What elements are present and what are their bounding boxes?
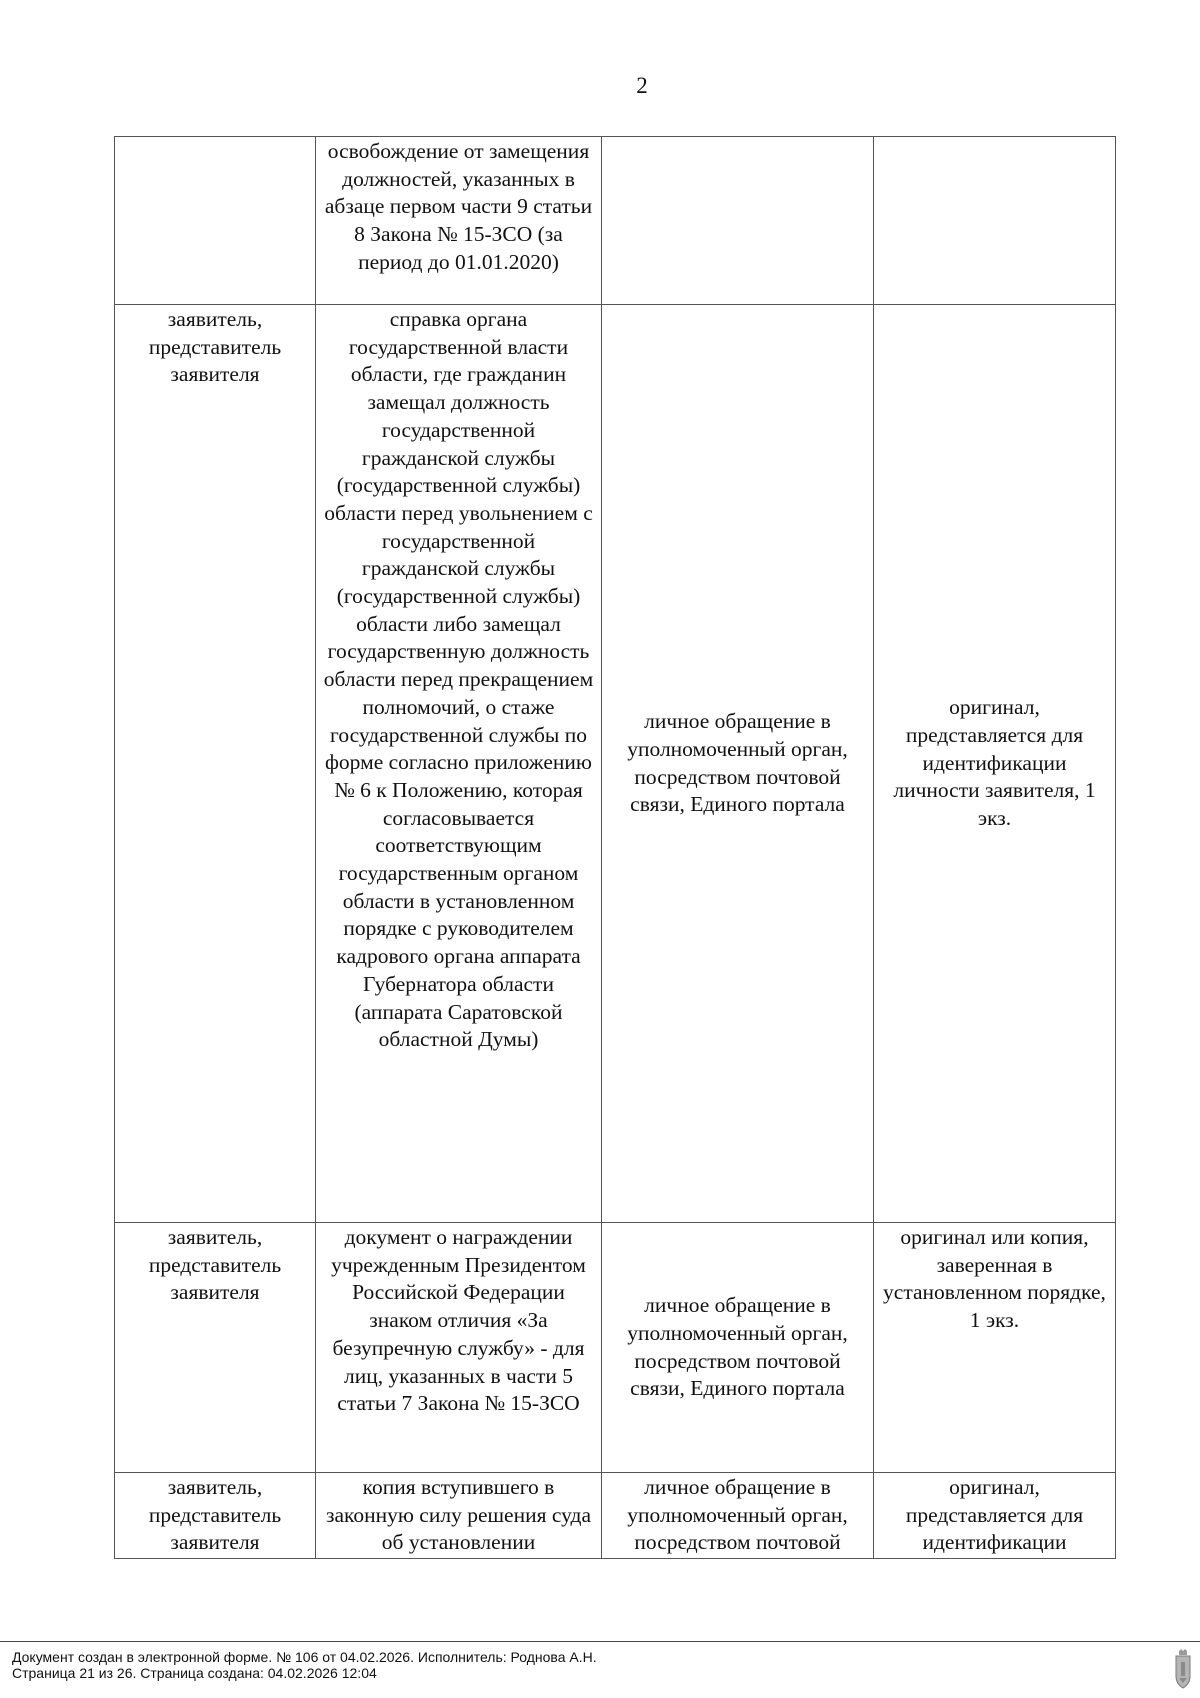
submission-cell: личное обращение в уполномоченный орган, посредством почтовой связи, Единого портала: [602, 1223, 874, 1473]
table-row: [115, 1223, 1116, 1473]
documents-table: [114, 136, 1116, 1559]
form-cell: оригинал, представляется для идентификации: [874, 1473, 1116, 1559]
table-row: [115, 137, 1116, 305]
footer-line-2: Страница 21 из 26. Страница создана: 04.02.2026 12:04: [12, 1665, 377, 1681]
document-cell: копия вступившего в законную силу решения суда об установлении: [316, 1473, 602, 1559]
applicant-cell: заявитель, представитель заявителя: [115, 305, 316, 1223]
form-cell: оригинал или копия, заверенная в установленном порядке, 1 экз.: [874, 1223, 1116, 1473]
table-row: [115, 1473, 1116, 1559]
page-number: 2: [636, 73, 648, 98]
submission-cell: [602, 137, 874, 305]
applicant-cell: заявитель, представитель заявителя: [115, 1473, 316, 1559]
submission-cell: личное обращение в уполномоченный орган, посредством почтовой: [602, 1473, 874, 1559]
footer-divider: [0, 1641, 1200, 1642]
footer-line-1: Документ создан в электронной форме. № 106 от 04.02.2026. Исполнитель: Роднова А.Н.: [12, 1649, 597, 1665]
document-footer: [12, 1649, 597, 1681]
document-cell: освобождение от замещения должностей, указанных в абзаце первом части 9 статьи 8 Закона № 15-ЗСО (за период до 01.01.2020): [316, 137, 602, 305]
applicant-cell: заявитель, представитель заявителя: [115, 1223, 316, 1473]
applicant-cell: [115, 137, 316, 305]
form-cell: оригинал, представляется для идентификации личности заявителя, 1 экз.: [874, 305, 1116, 1223]
table-row: [115, 305, 1116, 1223]
document-cell: справка органа государственной власти области, где гражданин замещал должность государственной гражданской службы (государственной службы) области перед увольнением с государственной гражданской службы (государственной службы) области либо замещал государственную должность области перед прекращением полномочий, о стаже государственной службы по форме согласно приложению № 6 к Положению, которая согласовывается соответствующим государственным органом области в установленном порядке с руководителем кадрового органа аппарата Губернатора области (аппарата Саратовской областной Думы): [316, 305, 602, 1223]
document-cell: документ о награждении учрежденным Президентом Российской Федерации знаком отличия «За безупречную службу» - для лиц, указанных в части 5 статьи 7 Закона № 15-ЗСО: [316, 1223, 602, 1473]
form-cell: [874, 137, 1116, 305]
submission-cell: личное обращение в уполномоченный орган, посредством почтовой связи, Единого портала: [602, 305, 874, 1223]
coat-of-arms-icon: [1172, 1648, 1194, 1690]
